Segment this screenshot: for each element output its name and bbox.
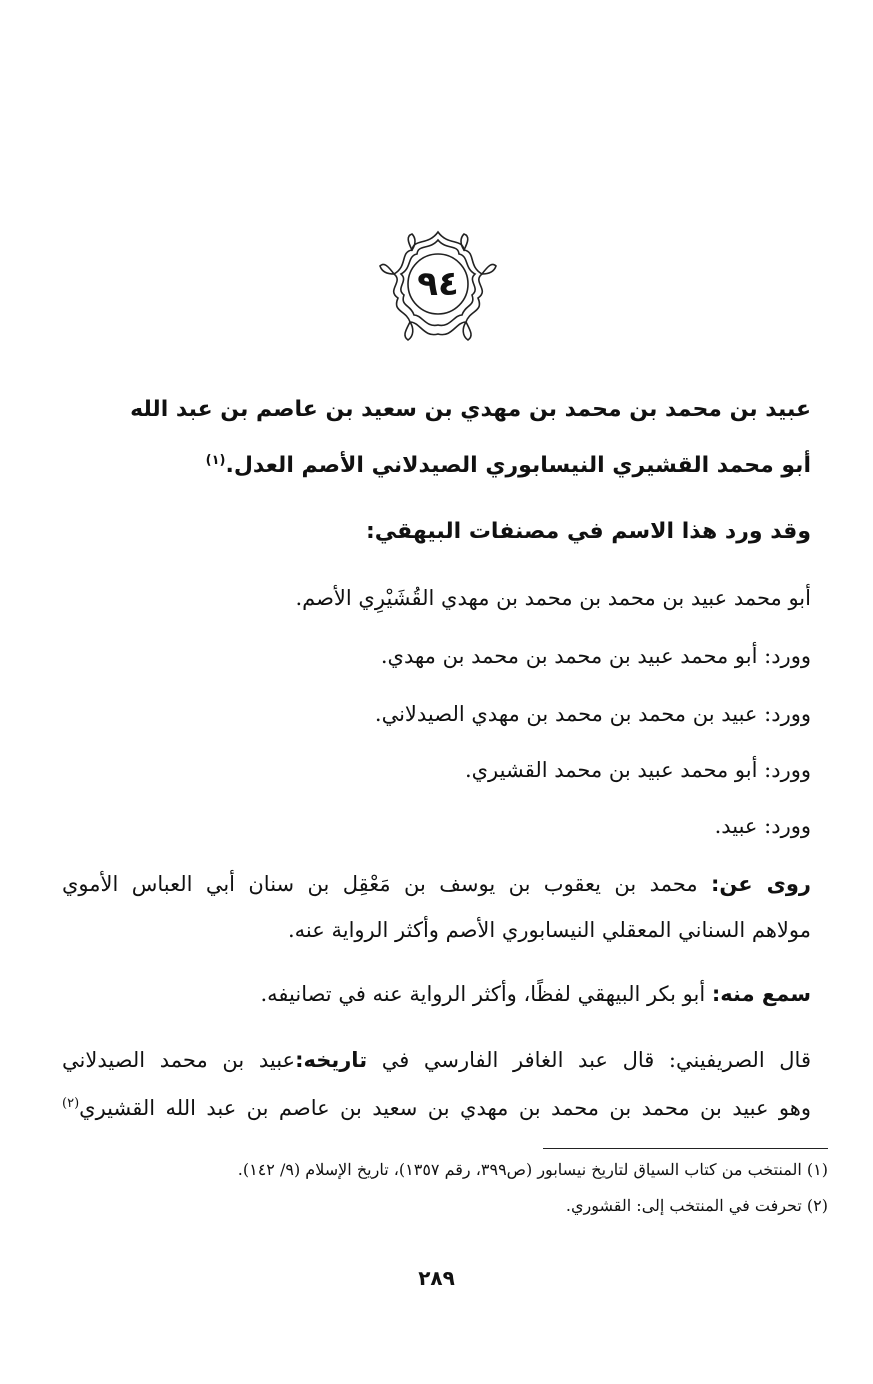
footnote-ref-1: (١) [205,453,226,468]
footnote-1: (١) المنتخب من كتاب السياق لتاريخ نيسابور (ص٣٩٩، رقم ١٣٥٧)، تاريخ الإسلام (٩/ ١٤٢). [237,1160,828,1179]
narrated-from-label: روى عن: [710,872,811,896]
heard-from-label: سمع منه: [711,982,811,1006]
variant-line-5: وورد: عبيد. [714,814,811,838]
heard-from-text: أبو بكر البيهقي لفظًا، وأكثر الرواية عنه في تصانيفه. [260,982,706,1006]
footnote-2: (٢) تحرفت في المنتخب إلى: القشوري. [565,1196,828,1215]
sarifini-text-2: وهو عبيد بن محمد بن محمد بن مهدي بن سعيد بن عاصم بن عبد الله القشيري [79,1096,811,1120]
variant-line-2: وورد: أبو محمد عبيد بن محمد بن محمد بن مهدي. [380,644,811,668]
sarifini-line-1 [62,1040,811,1080]
narrated-from-line-1 [62,864,811,904]
variant-line-1: أبو محمد عبيد بن محمد بن محمد بن مهدي القُشَيْرِي الأصم. [295,586,811,610]
variant-line-3: وورد: عبيد بن محمد بن محمد بن مهدي الصيدلاني. [374,702,811,726]
intro-heading [366,512,811,552]
footnote-ref-2: (٢) [62,1096,80,1111]
title-line-1 [130,390,811,430]
heard-from-line [260,974,811,1014]
sarifini-text-start: قال الصريفيني: قال عبد الغافر الفارسي في [367,1048,811,1072]
variant-line-4: وورد: أبو محمد عبيد بن محمد القشيري. [464,758,811,782]
sarifini-book-title: تاريخه: [295,1048,368,1072]
intro-heading-text: وقد ورد هذا الاسم في مصنفات البيهقي: [365,519,811,544]
footnote-divider [543,1148,828,1149]
narrated-from-line-2: مولاهم السناني المعقلي النيسابوري الأصم وأكثر الرواية عنه. [287,918,811,942]
page-number: ٢٨٩ [418,1266,455,1290]
title-line-1-text: عبيد بن محمد بن محمد بن مهدي بن سعيد بن عاصم بن عبد الله [130,397,811,422]
entry-number: ٩٤ [417,264,459,304]
narrated-from-text-1: محمد بن يعقوب بن يوسف بن مَعْقِل بن سنان أبي العباس الأموي [62,872,698,896]
title-line-2 [206,446,811,486]
title-line-2-text: أبو محمد القشيري النيسابوري الصيدلاني الأصم العدل. [225,453,811,478]
sarifini-text-end: عبيد بن محمد الصيدلاني [62,1048,296,1072]
sarifini-line-2 [62,1088,811,1128]
